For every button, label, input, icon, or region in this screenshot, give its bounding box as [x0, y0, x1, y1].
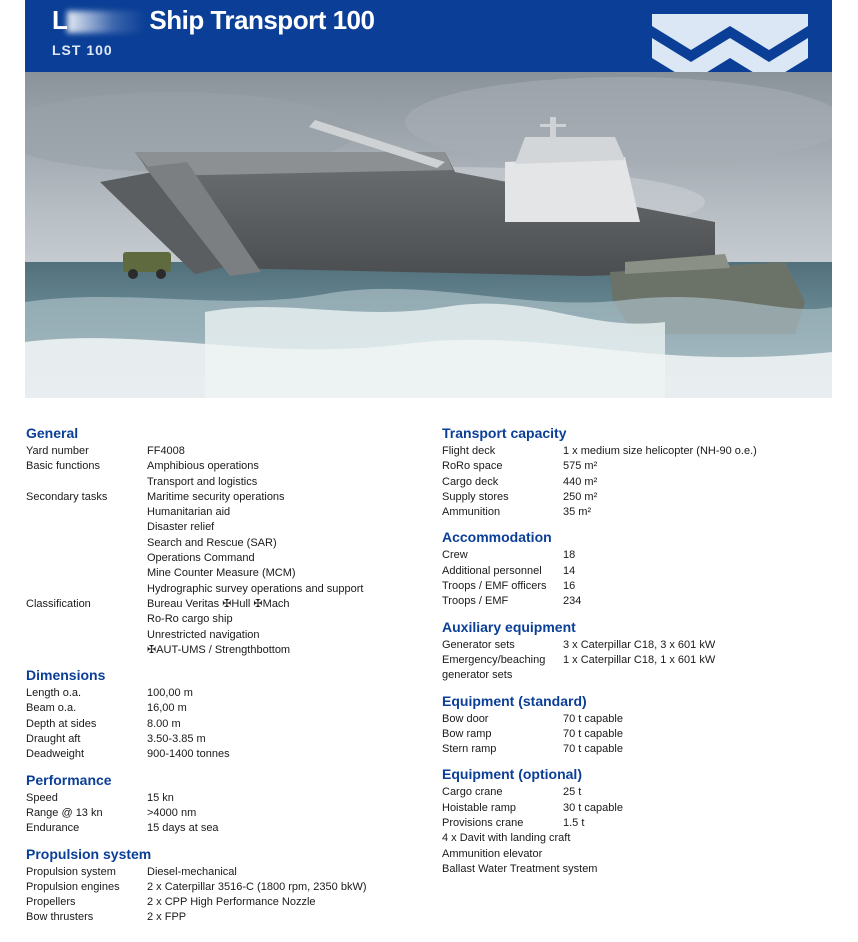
page-title — [52, 5, 374, 36]
spec-row — [26, 910, 426, 925]
specs-right-column — [442, 424, 832, 885]
spec-value: 3.50-3.85 m — [147, 733, 206, 746]
spec-value: Search and Rescue (SAR) — [147, 536, 277, 549]
spec-key: Emergency/beaching — [442, 653, 546, 666]
spec-key: Propulsion system — [26, 865, 116, 878]
spec-value: Operations Command — [147, 552, 255, 565]
spec-value: 16,00 m — [147, 702, 187, 715]
header-banner — [25, 0, 832, 72]
spec-value: 15 kn — [147, 791, 174, 804]
spec-value: 30 t capable — [563, 801, 623, 814]
spec-key: Secondary tasks — [26, 490, 108, 503]
spec-line: 4 x Davit with landing craft — [442, 832, 571, 845]
section-title: Equipment (optional) — [442, 766, 582, 783]
spec-value: Diesel-mechanical — [147, 865, 237, 878]
spec-key: Deadweight — [26, 748, 85, 761]
spec-value: 14 — [563, 564, 576, 577]
spec-row — [442, 505, 832, 520]
section-dimensions — [26, 666, 426, 762]
spec-row — [442, 490, 832, 505]
spec-row — [26, 444, 426, 459]
spec-row — [26, 747, 426, 762]
spec-row — [442, 653, 832, 668]
title-prefix: L — [52, 5, 68, 35]
spec-key: Propulsion engines — [26, 880, 120, 893]
spec-key: generator sets — [442, 669, 513, 682]
spec-key: Bow ramp — [442, 727, 492, 740]
spec-row — [26, 459, 426, 474]
spec-key: Supply stores — [442, 490, 509, 503]
spec-row — [442, 816, 832, 831]
spec-key: Flight deck — [442, 445, 496, 457]
spec-value: Hydrographic survey operations and support — [147, 582, 364, 595]
spec-row — [442, 801, 832, 816]
spec-row — [442, 548, 832, 563]
spec-value: Disaster relief — [147, 521, 215, 534]
section-performance — [26, 771, 426, 837]
spec-key: Basic functions — [26, 460, 100, 473]
spec-value: Ro-Ro cargo ship — [147, 613, 233, 626]
spec-value: 2 x Caterpillar 3516-C (1800 rpm, 2350 bkW) — [147, 880, 367, 893]
ship-illustration — [25, 72, 832, 398]
spec-key — [26, 551, 147, 566]
spec-key — [26, 643, 147, 658]
spec-row — [26, 520, 426, 535]
spec-row — [26, 821, 426, 836]
spec-row — [442, 727, 832, 742]
spec-key: Ammunition — [442, 506, 501, 519]
spec-key: Provisions crane — [442, 817, 524, 830]
spec-row — [442, 564, 832, 579]
spec-key: Cargo crane — [442, 786, 503, 799]
spec-key: Classification — [26, 597, 91, 610]
spec-row — [26, 895, 426, 910]
spec-value: FF4008 — [147, 445, 185, 457]
spec-value: Bureau Veritas ✠Hull ✠Mach — [147, 597, 290, 610]
spec-row — [26, 717, 426, 732]
spec-row — [26, 880, 426, 895]
spec-value: Mine Counter Measure (MCM) — [147, 567, 296, 580]
spec-row — [442, 459, 832, 474]
spec-row — [26, 865, 426, 880]
spec-row — [442, 638, 832, 653]
spec-value: 70 t capable — [563, 712, 623, 725]
spec-value — [563, 668, 832, 683]
spec-row — [26, 686, 426, 701]
spec-row — [442, 712, 832, 727]
spec-key: Endurance — [26, 822, 80, 835]
spec-row — [26, 475, 426, 490]
spec-value: 35 m² — [563, 506, 592, 519]
spec-value: >4000 nm — [147, 806, 197, 819]
spec-value: Maritime security operations — [147, 490, 285, 503]
spec-value: Transport and logistics — [147, 475, 258, 488]
spec-row — [442, 475, 832, 490]
spec-key — [26, 566, 147, 581]
spec-row — [442, 594, 832, 609]
spec-value: 575 m² — [563, 460, 598, 473]
spec-key: Yard number — [26, 445, 89, 457]
spec-key: Crew — [442, 549, 468, 562]
title-text: Ship Transport 100 — [149, 5, 375, 35]
spec-row — [26, 536, 426, 551]
spec-value: Humanitarian aid — [147, 506, 231, 519]
spec-key — [26, 612, 147, 627]
spec-row — [26, 612, 426, 627]
spec-row — [26, 582, 426, 597]
spec-value: 250 m² — [563, 490, 598, 503]
spec-key: Draught aft — [26, 733, 81, 746]
spec-row — [26, 551, 426, 566]
spec-key: Range @ 13 kn — [26, 806, 103, 819]
spec-row — [26, 505, 426, 520]
spec-key: Troops / EMF — [442, 595, 509, 608]
spec-row — [442, 742, 832, 757]
section-accommodation — [442, 528, 832, 609]
spec-value: 440 m² — [563, 475, 598, 488]
spec-row — [26, 701, 426, 716]
spec-key — [26, 520, 147, 535]
section-auxiliary-equipment — [442, 618, 832, 684]
spec-value: 234 — [563, 595, 582, 608]
section-transport-capacity — [442, 424, 832, 520]
section-title: Auxiliary equipment — [442, 618, 576, 635]
section-title: General — [26, 425, 79, 441]
spec-value: 70 t capable — [563, 743, 623, 756]
spec-key — [26, 475, 147, 490]
spec-value: 100,00 m — [147, 687, 193, 700]
spec-key: Generator sets — [442, 638, 515, 651]
ship-photo — [25, 72, 832, 398]
spec-row — [26, 732, 426, 747]
spec-key: Hoistable ramp — [442, 801, 516, 814]
spec-row — [442, 579, 832, 594]
spec-value: Amphibious operations — [147, 460, 259, 473]
title-obscured-segment — [67, 11, 145, 33]
spec-key — [26, 628, 147, 643]
section-title: Propulsion system — [26, 845, 152, 862]
spec-value: ✠AUT-UMS / Strengthbottom — [147, 643, 291, 656]
section-equipment-standard — [442, 692, 832, 758]
spec-value: 2 x FPP — [147, 911, 187, 924]
spec-row — [26, 643, 426, 658]
section-title: Transport capacity — [442, 425, 567, 441]
spec-value: 3 x Caterpillar C18, 3 x 601 kW — [563, 638, 716, 651]
spec-row — [26, 490, 426, 505]
spec-value: 16 — [563, 580, 576, 593]
section-title: Equipment (standard) — [442, 692, 587, 709]
spec-key: Troops / EMF officers — [442, 580, 547, 593]
section-title: Accommodation — [442, 529, 552, 546]
spec-key — [26, 582, 147, 597]
spec-line: Ammunition elevator — [442, 847, 543, 860]
spec-key: Speed — [26, 791, 58, 804]
spec-row — [26, 597, 426, 612]
spec-value: 1 x Caterpillar C18, 1 x 601 kW — [563, 653, 716, 666]
spec-value: 8.00 m — [147, 717, 181, 730]
section-title: Dimensions — [26, 667, 106, 684]
spec-row — [442, 444, 832, 459]
section-equipment-optional — [442, 765, 832, 877]
brand-logo-icon — [652, 14, 808, 72]
specs-left-column — [26, 424, 426, 934]
spec-row — [26, 806, 426, 821]
spec-key: Bow thrusters — [26, 911, 94, 924]
spec-row — [442, 785, 832, 800]
spec-line: Ballast Water Treatment system — [442, 862, 598, 875]
spec-row — [26, 791, 426, 806]
spec-row — [26, 566, 426, 581]
spec-row — [442, 668, 832, 683]
spec-key: Propellers — [26, 896, 76, 909]
spec-key: Stern ramp — [442, 743, 497, 756]
spec-value: 1 x medium size helicopter (NH-90 o.e.) — [563, 445, 757, 457]
spec-value: Unrestricted navigation — [147, 628, 260, 641]
spec-value: 70 t capable — [563, 727, 623, 740]
spec-key: Additional personnel — [442, 564, 542, 577]
spec-key: Beam o.a. — [26, 702, 77, 715]
spec-value: 900-1400 tonnes — [147, 748, 230, 761]
spec-value: 18 — [563, 549, 576, 562]
spec-key: RoRo space — [442, 460, 503, 473]
spec-key: Bow door — [442, 712, 489, 725]
spec-value: 15 days at sea — [147, 822, 219, 835]
title-block — [52, 5, 374, 58]
section-title: Performance — [26, 771, 112, 788]
page-subtitle: LST 100 — [52, 42, 113, 58]
spec-key: Cargo deck — [442, 475, 499, 488]
section-propulsion — [26, 845, 426, 926]
spec-key: Depth at sides — [26, 717, 97, 730]
spec-row — [26, 628, 426, 643]
spec-key — [26, 536, 147, 551]
spec-value: 25 t — [563, 786, 582, 799]
section-general — [26, 424, 426, 658]
spec-key — [26, 505, 147, 520]
spec-value: 2 x CPP High Performance Nozzle — [147, 896, 316, 909]
spec-key: Length o.a. — [26, 687, 82, 700]
spec-value: 1.5 t — [563, 817, 585, 830]
